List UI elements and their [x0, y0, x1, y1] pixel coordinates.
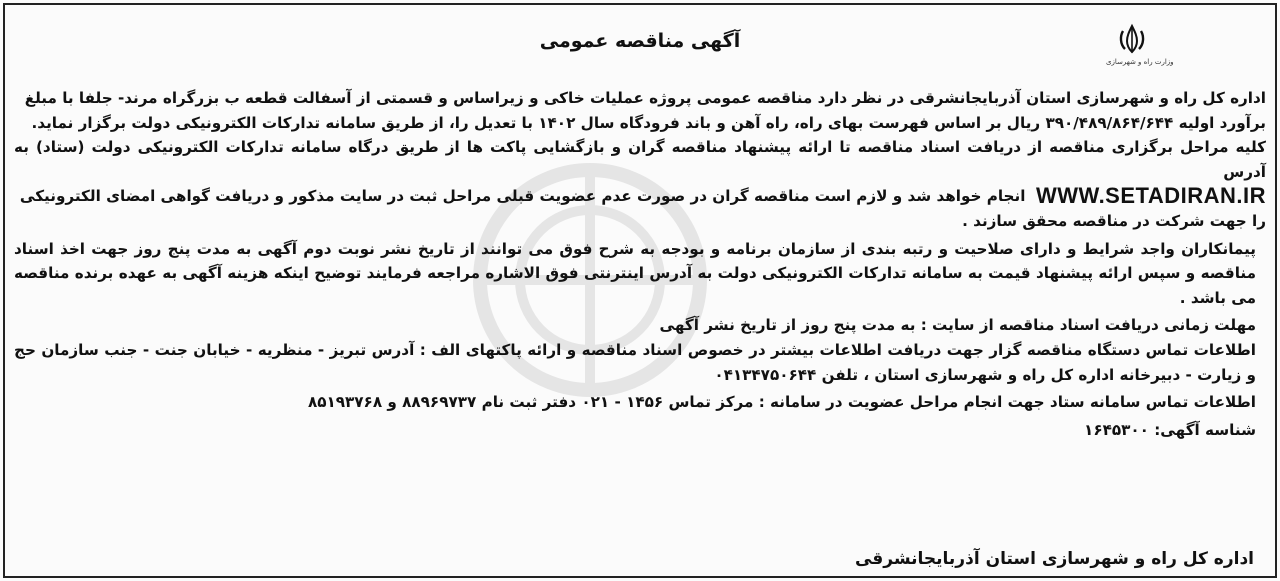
deadline-text: مهلت زمانی دریافت اسناد مناقصه از سایت : به مدت پنج روز از تاریخ نشر آگهی: [659, 316, 1256, 335]
contact-text: اطلاعات تماس دستگاه مناقصه گزار جهت دریافت اطلاعات بیشتر در خصوص اسناد مناقصه و ارائه پاکتهای الف : آدرس تبریز - منظریه - خیابان جنت - جنب سازمان حج و زیارت - دبیرخانه اداره کل راه و شهرسازی استان ، تلفن ۰۴۱۳۴۷۵۰۶۴۴: [14, 340, 1256, 384]
notice-title: آگهی مناقصه عمومی: [539, 30, 741, 52]
setad-contact-text: اطلاعات تماس سامانه ستاد جهت انجام مراحل عضویت در سامانه : مرکز تماس ۱۴۵۶ - ۰۲۱ دفتر ثبت نام ۸۸۹۶۹۷۳۷ و ۸۵۱۹۳۷۶۸: [307, 393, 1256, 412]
setad-url-link[interactable]: WWW.SETADIRAN.IR: [1035, 183, 1266, 209]
footer-organization: اداره کل راه و شهرسازی استان آذربایجانشرقی: [854, 549, 1254, 569]
paragraph1-line5: را جهت شرکت در مناقصه محقق سازند .: [962, 211, 1266, 230]
paragraph1-line3: کلیه مراحل برگزاری مناقصه از دریافت اسناد مناقصه تا ارائه پیشنهاد مناقصه گران و بازگشایی پاکت ها از طریق درگاه سامانه تدارکات الکترونیکی دولت (ستاد) به آدرس: [14, 138, 1266, 181]
paragraph1-line2: برآورد اولیه ۳۹۰/۴۸۹/۸۶۴/۶۴۴ ریال بر اساس فهرست بهای راه، راه آهن و باند فرودگاه سال ۱۴۰۲ با تعدیل را، از طریق سامانه تدارکات الکترونیکی دولت برگزار نماید.: [31, 113, 1266, 132]
paragraph1-line4-wrap: [14, 184, 1266, 209]
emblem-caption: وزارت راه و شهرسازی: [1106, 58, 1174, 66]
paragraph2: پیمانکاران واجد شرایط و دارای صلاحیت و رتبه بندی از سازمان برنامه و بودجه به شرح فوق می توانند از تاریخ نشر نوبت دوم آگهی به مدت پنج روز جهت اخذ اسناد مناقصه و سپس ارائه پیشنهاد قیمت به سامانه تدارکات الکترونیکی دولت به آدرس اینترنتی فوق الاشاره مراجعه فرمایند توضیح اینکه هزینه آگهی به عهده برنده مناقصه می باشد .: [14, 239, 1256, 307]
paragraph1-line4: انجام خواهد شد و لازم است مناقصه گران در صورت عدم عضویت قبلی مراحل ثبت در سایت مذکور و دریافت گواهی امضای الکترونیکی: [19, 187, 1026, 206]
ad-id-text: شناسه آگهی: ۱۶۴۵۳۰۰: [1084, 420, 1256, 439]
paragraph1-line1: اداره کل راه و شهرسازی استان آذربایجانشرقی در نظر دارد مناقصه عمومی پروژه عملیات خاکی و زیراساس و قسمتی از آسفالت قطعه ب بزرگراه مرند- جلفا با مبلغ: [24, 89, 1266, 107]
notice-body: [14, 86, 1266, 442]
